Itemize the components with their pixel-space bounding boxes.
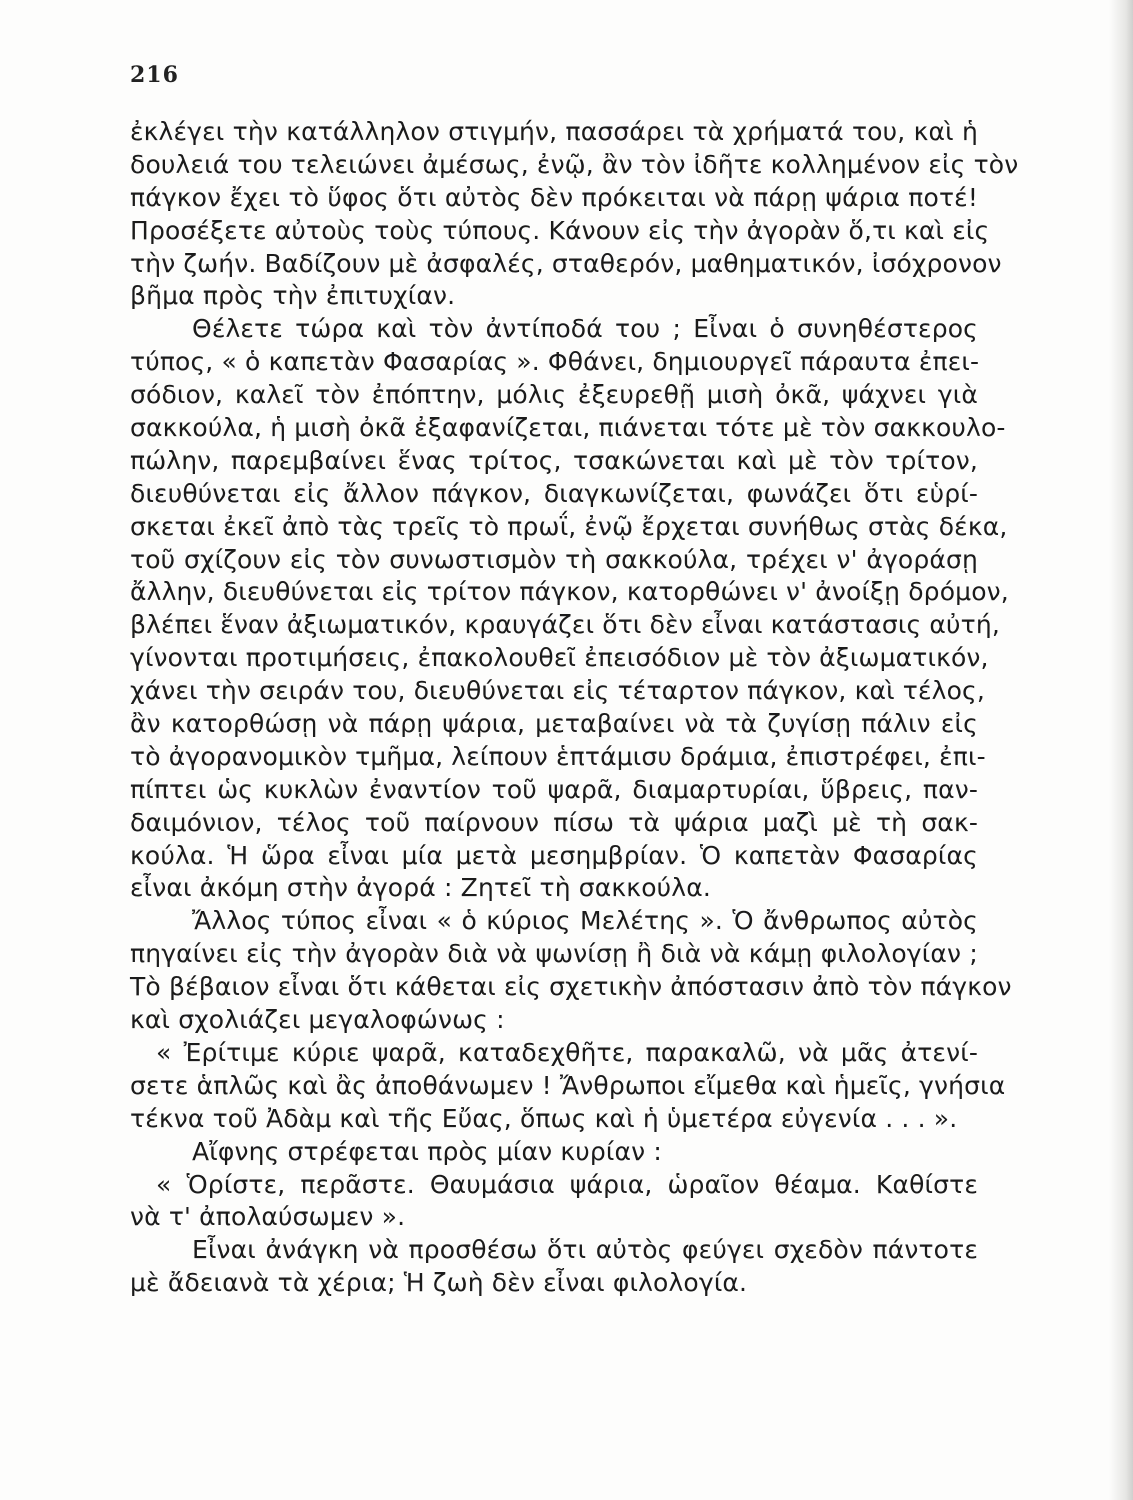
quote-line: σετε ἁπλῶς καὶ ἂς ἀποθάνωμεν ! Ἄνθρωποι εἴμεθα καὶ ἡμεῖς, γνήσια — [130, 1070, 1006, 1100]
text-line: καὶ σχολιάζει μεγαλοφώνως : — [130, 1005, 505, 1035]
text-line: βῆμα πρὸς τὴν ἐπιτυχίαν. — [130, 281, 456, 311]
text-line: ἐκλέγει τὴν κατάλληλον στιγμήν, πασσάρει τὰ χρήματά του, καὶ ἡ — [130, 117, 978, 146]
text-line: ἂν κατορθώσῃ νὰ πάρῃ ψάρια, μεταβαίνει νὰ τὰ ζυγίσῃ πάλιν εἰς — [130, 709, 978, 739]
text-line: σκεται ἐκεῖ ἀπὸ τὰς τρεῖς τὸ πρωΐ, ἐνῷ ἔρχεται συνήθως στὰς δέκα, — [130, 511, 1008, 541]
text-line: τὸ ἀγορανομικὸν τμῆμα, λείπουν ἑπτάμισυ δράμια, ἐπιστρέφει, ἐπι- — [130, 741, 986, 771]
text-line: χάνει τὴν σειράν του, διευθύνεται εἰς τέταρτον πάγκον, καὶ τέλος, — [130, 676, 985, 706]
quote-line: νὰ τ' ἀπολαύσωμεν ». — [130, 1202, 406, 1232]
text-line: βλέπει ἕναν ἀξιωματικόν, κραυγάζει ὅτι δὲν εἶναι κατάστασις αὐτή, — [130, 610, 1000, 640]
text-line: μὲ ἄδειανὰ τὰ χέρια; Ἡ ζωὴ δὲν εἶναι φιλολογία. — [130, 1268, 748, 1298]
paragraph-start-line: Ἄλλος τύπος εἶναι « ὁ κύριος Μελέτης ». Ὁ ἄνθρωπος αὐτὸς — [192, 906, 978, 936]
text-line: Τὸ βέβαιον εἶναι ὅτι κάθεται εἰς σχετικὴν ἀπόστασιν ἀπὸ τὸν πάγκον — [130, 972, 1012, 1002]
text-line: τύπος, « ὁ καπετὰν Φασαρίας ». Φθάνει, δημιουργεῖ πάραυτα ἐπει- — [130, 347, 980, 377]
text-line: εἶναι ἀκόμη στὴν ἀγορά : Ζητεῖ τὴ σακκούλα. — [130, 873, 711, 903]
text-line: διευθύνεται εἰς ἄλλον πάγκον, διαγκωνίζεται, φωνάζει ὅτι εὑρί- — [130, 478, 978, 508]
text-line: σόδιον, καλεῖ τὸν ἐπόπτην, μόλις ἐξευρεθῇ μισὴ ὀκᾶ, ψάχνει γιὰ — [130, 380, 978, 410]
text-line: κούλα. Ἡ ὥρα εἶναι μία μετὰ μεσημβρίαν. Ὁ καπετὰν Φασαρίας — [130, 840, 978, 870]
paragraph-start-line: Θέλετε τώρα καὶ τὸν ἀντίποδά του ; Εἶναι ὁ συνηθέστερος — [192, 314, 978, 344]
paragraph-start-line: Αἴφνης στρέφεται πρὸς μίαν κυρίαν : — [192, 1136, 662, 1166]
quote-line: « Ὁρίστε, περᾶστε. Θαυμάσια ψάρια, ὡραῖον θέαμα. Καθίστε — [156, 1169, 978, 1199]
text-line: δαιμόνιον, τέλος τοῦ παίρνουν πίσω τὰ ψάρια μαζὶ μὲ τὴ σακ- — [130, 807, 978, 837]
text-line: πώλην, παρεμβαίνει ἕνας τρίτος, τσακώνεται καὶ μὲ τὸν τρίτον, — [130, 445, 978, 475]
page-edge-shadow — [1109, 0, 1133, 1500]
quote-line: « Ἐρίτιμε κύριε ψαρᾶ, καταδεχθῆτε, παρακαλῶ, νὰ μᾶς ἀτενί- — [156, 1037, 978, 1067]
paragraph-start-line: Εἶναι ἀνάγκη νὰ προσθέσω ὅτι αὐτὸς φεύγει σχεδὸν πάντοτε — [192, 1235, 978, 1265]
body-text — [130, 116, 1019, 1300]
quote-line: τέκνα τοῦ Ἀδὰμ καὶ τῆς Εὔας, ὅπως καὶ ἡ ὑμετέρα εὐγενία . . . ». — [130, 1103, 958, 1133]
text-line: Προσέξετε αὐτοὺς τοὺς τύπους. Κάνουν εἰς τὴν ἀγορὰν ὅ,τι καὶ εἰς — [130, 215, 990, 245]
page-number: 216 — [130, 62, 179, 88]
text-line: πάγκον ἔχει τὸ ὕφος ὅτι αὐτὸς δὲν πρόκειται νὰ πάρῃ ψάρια ποτέ! — [130, 182, 978, 212]
text-line: γίνονται προτιμήσεις, ἐπακολουθεῖ ἐπεισόδιον μὲ τὸν ἀξιωματικόν, — [130, 643, 989, 673]
text-line: τὴν ζωήν. Βαδίζουν μὲ ἀσφαλές, σταθερόν, μαθηματικόν, ἰσόχρονον — [130, 248, 1002, 278]
text-line: ἄλλην, διευθύνεται εἰς τρίτον πάγκον, κατορθώνει ν' ἀνοίξῃ δρόμον, — [130, 577, 1009, 607]
text-line: δουλειά του τελειώνει ἀμέσως, ἐνῷ, ἂν τὸν ἰδῆτε κολλημένον εἰς τὸν — [130, 149, 1019, 179]
text-line: σακκούλα, ἡ μισὴ ὀκᾶ ἐξαφανίζεται, πιάνεται τότε μὲ τὸν σακκουλο- — [130, 413, 1006, 443]
text-line: πηγαίνει εἰς τὴν ἀγορὰν διὰ νὰ ψωνίσῃ ἢ διὰ νὰ κάμῃ φιλολογίαν ; — [130, 939, 978, 969]
text-line: τοῦ σχίζουν εἰς τὸν συνωστισμὸν τὴ σακκούλα, τρέχει ν' ἀγοράσῃ — [130, 544, 978, 574]
text-line: πίπτει ὡς κυκλὼν ἐναντίον τοῦ ψαρᾶ, διαμαρτυρίαι, ὕβρεις, παν- — [130, 774, 978, 804]
